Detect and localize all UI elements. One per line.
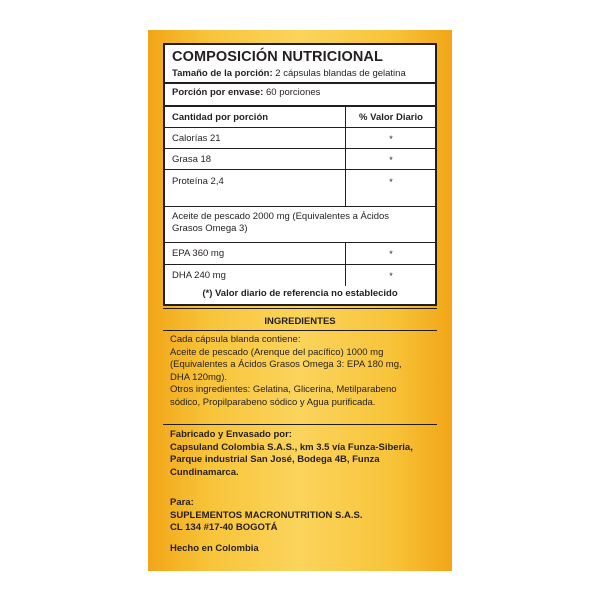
facts-title: COMPOSICIÓN NUTRICIONAL xyxy=(172,49,383,65)
country-of-origin: Hecho en Colombia xyxy=(170,543,259,554)
row-protein: Proteína 2,4 xyxy=(172,176,224,187)
divider-thick xyxy=(165,105,435,107)
divider xyxy=(165,264,435,265)
ingredients-line: Aceite de pescado (Arenque del pacífico) 1000 mg xyxy=(170,346,384,358)
nutrition-facts-panel xyxy=(163,43,437,306)
ingredients-line: sódico, Propilparabeno sódico y Agua purificada. xyxy=(170,396,376,408)
divider xyxy=(165,206,435,207)
row-fish-oil-line2: Grasos Omega 3) xyxy=(172,223,248,234)
ingredients-line: Cada cápsula blanda contiene: xyxy=(170,334,301,345)
recipient-line: Para: xyxy=(170,497,194,508)
recipient-line: SUPLEMENTOS MACRONUTRITION S.A.S. xyxy=(170,509,363,521)
divider xyxy=(165,242,435,243)
manufacturer-line: Parque industrial San José, Bodega 4B, Funza xyxy=(170,454,380,466)
row-fat: Grasa 18 xyxy=(172,154,212,165)
reference-note: (*) Valor diario de referencia no establecido xyxy=(202,288,398,299)
divider xyxy=(165,127,435,128)
manufacturer-text xyxy=(170,429,440,479)
column-header-amount: Cantidad por porción xyxy=(172,112,269,123)
servings-label: Porción por envase: xyxy=(172,87,264,98)
row-epa: EPA 360 mg xyxy=(172,248,225,259)
divider xyxy=(165,148,435,149)
row-epa-dv: * xyxy=(389,249,393,259)
ingredients-line: Otros ingredientes: Gelatina, Glicerina, Metilparabeno xyxy=(170,384,397,396)
row-fat-dv: * xyxy=(389,155,393,165)
servings-value: 60 porciones xyxy=(263,87,321,98)
ingredients-text xyxy=(170,334,440,410)
row-calories-dv: * xyxy=(389,134,393,144)
row-protein-dv: * xyxy=(389,177,393,187)
servings-per-container xyxy=(172,87,320,98)
ingredients-title: INGREDIENTES xyxy=(264,316,336,327)
recipient-line: CL 134 #17-40 BOGOTÁ xyxy=(170,522,278,534)
section-divider xyxy=(163,308,437,309)
row-dha-dv: * xyxy=(389,271,393,281)
section-divider xyxy=(163,424,437,425)
row-dha: DHA 240 mg xyxy=(172,270,226,281)
manufacturer-line: Capsuland Colombia S.A.S., km 3.5 vía Funza-Siberia, xyxy=(170,441,413,453)
divider-thick xyxy=(165,82,435,84)
manufacturer-line: Fabricado y Envasado por: xyxy=(170,429,292,440)
recipient-text xyxy=(170,497,440,535)
ingredients-line: (Equivalentes a Ácidos Grasos Omega 3: EPA 180 mg, xyxy=(170,359,402,371)
serving-size-label: Tamaño de la porción: xyxy=(172,68,273,79)
manufacturer-line: Cundinamarca. xyxy=(170,466,239,478)
column-header-daily-value: % Valor Diario xyxy=(359,112,423,123)
section-divider xyxy=(163,330,437,331)
serving-size-value: 2 cápsulas blandas de gelatina xyxy=(272,68,406,79)
product-label xyxy=(148,30,452,571)
divider xyxy=(165,169,435,170)
ingredients-line: DHA 120mg). xyxy=(170,371,228,383)
row-calories: Calorías 21 xyxy=(172,133,221,144)
row-fish-oil-line1: Aceite de pescado 2000 mg (Equivalentes a Ácidos xyxy=(172,211,390,222)
serving-size xyxy=(172,68,406,79)
